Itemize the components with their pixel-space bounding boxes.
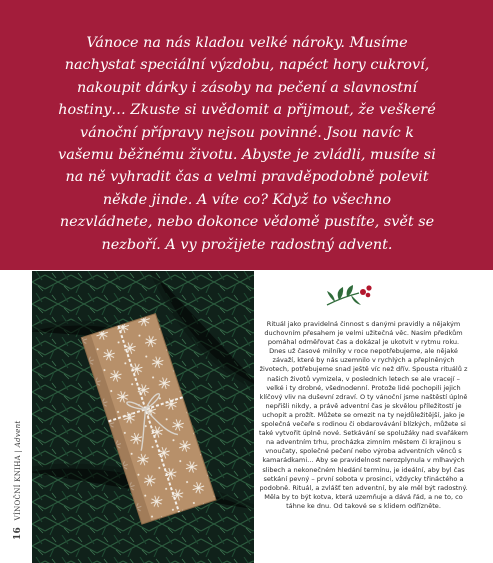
page-number: 16 xyxy=(13,526,23,540)
intro-quote: Vánoce na nás kladou velké nároky. Musíme nachystat speciální výzdobu, napéct hory cukroví, nakoupit dárky i zásoby na pečení a slavnostní hostiny… Zkuste si uvědomit a přijmout, že veškeré vánoční přípravy nejsou povinné. Jsou navíc k vašemu běžnému životu. Abyste je zvládli, musíte si na ně vyhradit čas a velmi pravděpodobně polevit někde jinde. A víte co? Když to všechno nezvládnete, nebo dokonce vědomě pustíte, svět se nezboří. A vy prožijete radostný advent. xyxy=(58,35,436,253)
article-body: Rituál jako pravidelná činnost s danými pravidly a nějakým duchovním přesahem je velmi užitečná věc. Nasím předkům pomáhal odměřovat čas a dokázal je ukotvit v rytmu roku. Dnes už časové milníky v roce nepotřebujeme, ale nějaké závaží, které by nás uzemnilo v rychlých a přeplněných životech, potřebujeme snad ještě víc než dřív. Spousta rituálů z našich životů vymizela, v posledních letech se ale vracejí – velké i ty drobné, všednodenní. Protože lidé pochopili jejich klíčový vliv na duševní zdraví. O ty vánoční jsme naštěstí úplně nepřišli nikdy, a právě adventní čas je skvělou příležitostí je uchopit a prožít. Můžete se omezit na ty nejdůležitější, jako je společná večeře s rodinou či obdarovávání blízkých, můžete si také vytvořit úplně nové. Setkávání se spolužáky nad svařákem na adventním trhu, procházka zimním městem či krajinou s vnoučaty, společné pečení nebo výroba adventních věnců s kamarádkami… Aby se pravidelnost nerozplynula v mlhavých slibech a nekonečném hledání termínu, je ideální, aby byl čas setkání pevný – první sobota v prosinci, vždycky třináctého a podobně. Rituál, a zvlášť ten adventní, by ale měl být radostný. Měla by to být kotva, která uzemňuje a dává řád, a ne to, co táhne ke dnu. Od takové se s klidem odřízněte. xyxy=(259,320,468,510)
section-name: Advent xyxy=(14,420,22,448)
holly-sprig-icon xyxy=(325,283,375,309)
gift-photo xyxy=(32,271,254,563)
label-separator: | xyxy=(14,449,22,453)
magazine-name: VÍNOČNÍ KNIHA xyxy=(14,455,22,521)
quote-band xyxy=(0,0,493,270)
page-footer-label xyxy=(13,421,23,541)
